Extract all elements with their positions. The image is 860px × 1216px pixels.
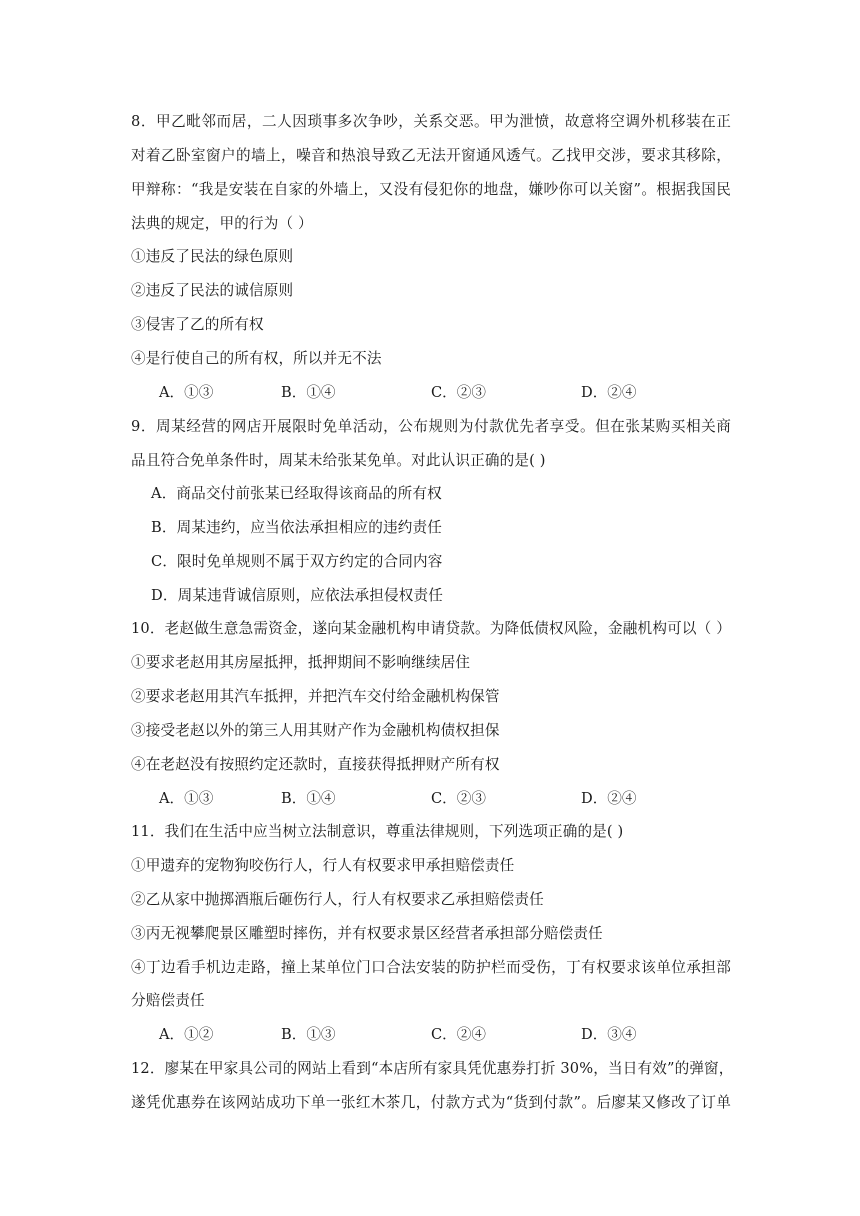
question-8-statement-4: ④是行使自己的所有权，所以并无不法 [131, 350, 382, 367]
question-12-text-line-2: 遂凭优惠券在该网站成功下单一张红木茶几，付款方式为“货到付款”。后廖某又修改了订单 [131, 1094, 731, 1111]
option-c: C．②④ [431, 1026, 486, 1043]
question-9-text-line-2: 品且符合免单条件时，周某未给张某免单。对此认识正确的是( ) [131, 452, 546, 469]
question-10-text-line-1: 10．老赵做生意急需资金，遂向某金融机构申请贷款。为降低债权风险，金融机构可以（ ） [131, 620, 731, 637]
option-a: A．①③ [159, 790, 214, 807]
question-8-statement-3: ③侵害了乙的所有权 [131, 316, 264, 333]
option-d: D．②④ [581, 384, 637, 401]
question-8-statement-2: ②违反了民法的诚信原则 [131, 282, 294, 299]
option-d: D．③④ [581, 1026, 637, 1043]
question-9-choice-a: A．商品交付前张某已经取得该商品的所有权 [151, 485, 442, 502]
question-8-text-line-1: 8．甲乙毗邻而居，二人因琐事多次争吵，关系交恶。甲为泄愤，故意将空调外机移装在正 [131, 113, 731, 130]
question-11-statement-3: ③丙无视攀爬景区雕塑时摔伤，并有权要求景区经营者承担部分赔偿责任 [131, 925, 603, 942]
question-8-text-line-4: 法典的规定，甲的行为（ ） [131, 215, 313, 232]
question-11-statement-1: ①甲遗弃的宠物狗咬伤行人，行人有权要求甲承担赔偿责任 [131, 857, 515, 874]
question-10-statement-2: ②要求老赵用其汽车抵押，并把汽车交付给金融机构保管 [131, 688, 500, 705]
question-12-text-line-1: 12．廖某在甲家具公司的网站上看到“本店所有家具凭优惠券打折 30%，当日有效”的弹窗， [131, 1060, 734, 1077]
question-8-statement-1: ①违反了民法的绿色原则 [131, 248, 294, 265]
question-11-text-line-1: 11．我们在生活中应当树立法制意识，尊重法律规则，下列选项正确的是( ) [131, 823, 624, 840]
question-8-options [159, 383, 699, 403]
question-9-choice-c: C．限时免单规则不属于双方约定的合同内容 [151, 553, 443, 570]
option-c: C．②③ [431, 790, 486, 807]
question-10-statement-1: ①要求老赵用其房屋抵押，抵押期间不影响继续居住 [131, 654, 471, 671]
question-8-text-line-2: 对着乙卧室窗户的墙上，噪音和热浪导致乙无法开窗通风透气。乙找甲交涉，要求其移除， [131, 147, 731, 164]
question-10-statement-3: ③接受老赵以外的第三人用其财产作为金融机构债权担保 [131, 722, 500, 739]
option-a: A．①③ [159, 384, 214, 401]
question-11-options [159, 1025, 699, 1045]
question-9-choice-b: B．周某违约，应当依法承担相应的违约责任 [151, 519, 443, 536]
option-b: B．①④ [281, 790, 336, 807]
option-b: B．①④ [281, 384, 336, 401]
question-11-statement-4-continued: 分赔偿责任 [131, 992, 205, 1009]
question-8-text-line-3: 甲辩称：“我是安装在自家的外墙上，又没有侵犯你的地盘，嫌吵你可以关窗”。根据我国民 [131, 181, 731, 198]
option-b: B．①③ [281, 1026, 336, 1043]
option-a: A．①② [159, 1026, 214, 1043]
option-d: D．②④ [581, 790, 637, 807]
question-10-statement-4: ④在老赵没有按照约定还款时，直接获得抵押财产所有权 [131, 756, 500, 773]
question-11-statement-2: ②乙从家中抛掷酒瓶后砸伤行人，行人有权要求乙承担赔偿责任 [131, 891, 544, 908]
question-10-options [159, 789, 699, 809]
question-9-text-line-1: 9．周某经营的网店开展限时免单活动，公布规则为付款优先者享受。但在张某购买相关商 [131, 418, 731, 435]
option-c: C．②③ [431, 384, 486, 401]
question-9-choice-d: D．周某违背诚信原则，应依法承担侵权责任 [151, 587, 443, 604]
question-11-statement-4: ④丁边看手机边走路，撞上某单位门口合法安装的防护栏而受伤，丁有权要求该单位承担部 [131, 959, 731, 976]
